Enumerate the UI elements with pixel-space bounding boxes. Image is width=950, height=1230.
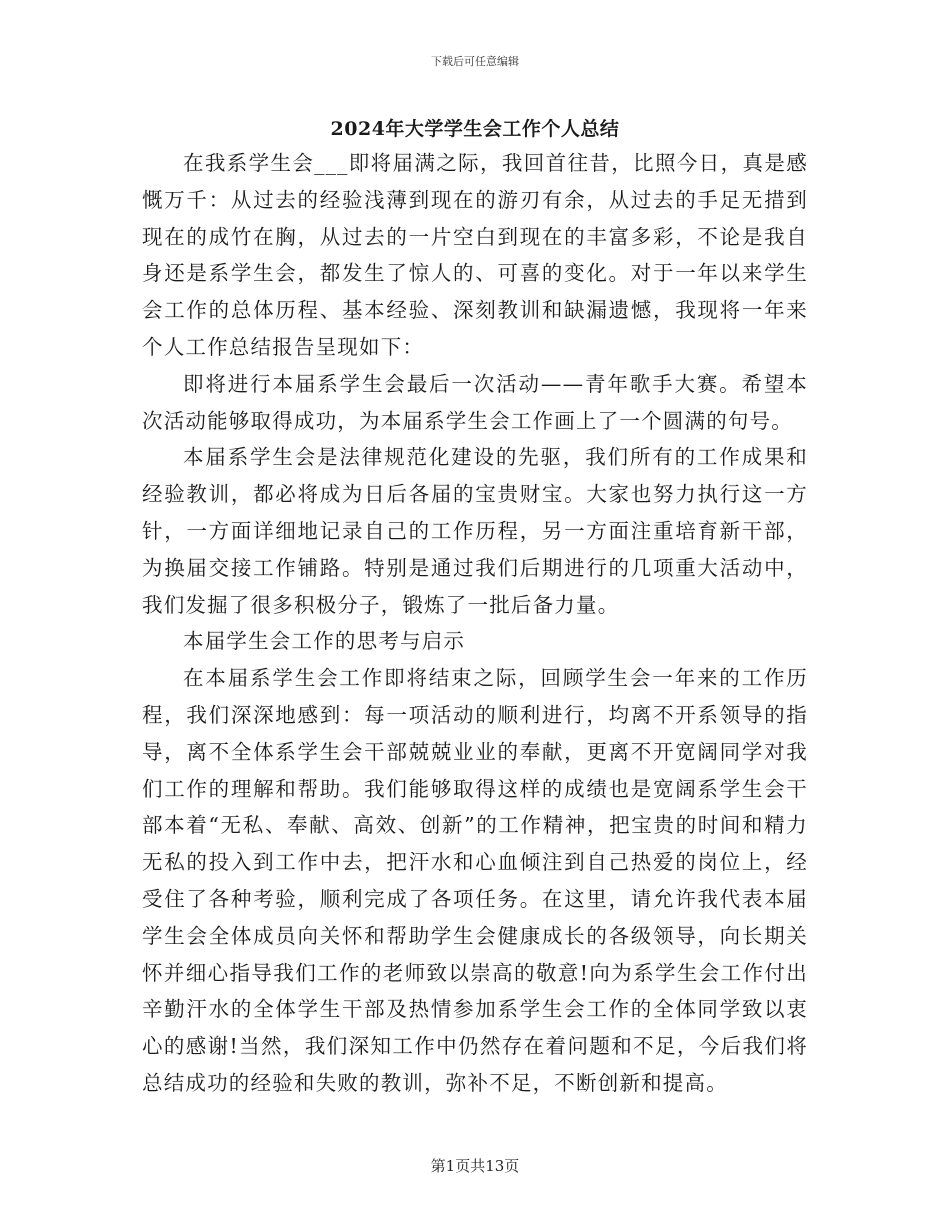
paragraph: 本届系学生会是法律规范化建设的先驱，我们所有的工作成果和经验教训，都必将成为日后各届的宝贵财宝。大家也努力执行这一方针，一方面详细地记录自己的工作历程，另一方面注重培育新干部，为换届交接工作铺路。特别是通过我们后期进行的几项重大活动中，我们发掘了很多积极分子，锻炼了一批后备力量。	[142, 445, 808, 617]
paragraph: 即将进行本届系学生会最后一次活动——青年歌手大赛。希望本次活动能够取得成功，为本届系学生会工作画上了一个圆满的句号。	[142, 371, 808, 433]
document-body	[142, 145, 808, 1102]
page-number: 第1页共13页	[430, 1157, 520, 1175]
paragraph: 在本届系学生会工作即将结束之际，回顾学生会一年来的工作历程，我们深深地感到：每一项活动的顺利进行，均离不开系领导的指导，离不全体系学生会干部兢兢业业的奉献，更离不开宽阔同学对我们工作的理解和帮助。我们能够取得这样的成绩也是宽阔系学生会干部本着“无私、奉献、高效、创新”的工作精神，把宝贵的时间和精力无私的投入到工作中去，把汗水和心血倾注到自己热爱的岗位上，经受住了各种考验，顺利完成了各项任务。在这里，请允许我代表本届学生会全体成员向关怀和帮助学生会健康成长的各级领导，向长期关怀并细心指导我们工作的老师致以崇高的敬意!向为系学生会工作付出辛勤汗水的全体学生干部及热情参加系学生会工作的全体同学致以衷心的感谢!当然，我们深知工作中仍然存在着问题和不足，今后我们将总结成功的经验和失败的教训，弥补不足，不断创新和提高。	[142, 666, 808, 1095]
document-title: 2024年大学学生会工作个人总结	[330, 118, 620, 140]
section-heading: 本届学生会工作的思考与启示	[183, 629, 466, 654]
paragraph: 在我系学生会___即将届满之际，我回首往昔，比照今日，真是感慨万千：从过去的经验浅薄到现在的游刃有余，从过去的手足无措到现在的成竹在胸，从过去的一片空白到现在的丰富多彩，不论是我自身还是系学生会，都发生了惊人的、可喜的变化。对于一年以来学生会工作的总体历程、基本经验、深刻教训和缺漏遗憾，我现将一年来个人工作总结报告呈现如下：	[142, 151, 808, 359]
header-note: 下载后可任意编辑	[431, 55, 519, 68]
